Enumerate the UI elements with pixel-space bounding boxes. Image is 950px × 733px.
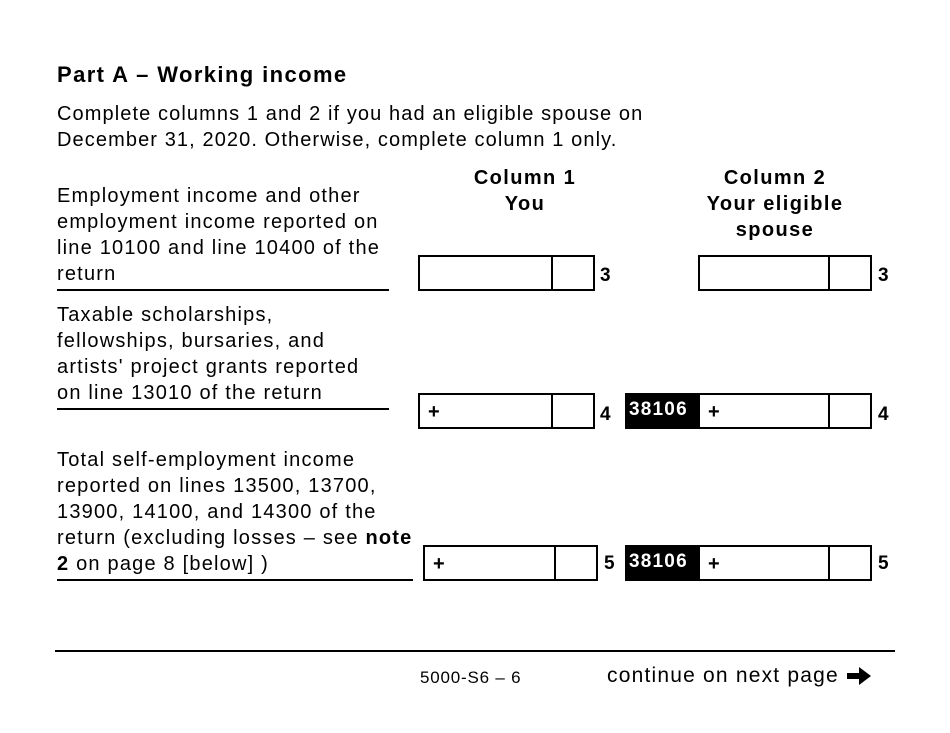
line-number-4-col1: 4: [600, 404, 611, 425]
plus-sign: +: [708, 553, 720, 575]
row-label-scholarships: Taxable scholarships, fellowships, bursaries, and artists' project grants reported on line 13010 of the return: [57, 302, 389, 410]
line-3-column-2-cents[interactable]: [830, 257, 870, 289]
continue-text: continue on next page: [607, 664, 839, 687]
line-5-column-1-cents[interactable]: [556, 547, 596, 579]
column-1-title: Column 1: [473, 167, 577, 189]
line-4-column-1-cents[interactable]: [553, 395, 593, 427]
column-2-header: [670, 165, 880, 243]
intro-line-1: Complete columns 1 and 2 if you had an eligible spouse on: [57, 103, 644, 125]
line-3-column-1-dollars[interactable]: [420, 257, 553, 289]
row-label-self-employment: [57, 447, 413, 581]
line-number-5-col2: 5: [878, 553, 889, 574]
line-4-column-2-field[interactable]: [698, 393, 872, 429]
column-1-header: [450, 165, 600, 217]
column-2-subtitle-1: Your eligible: [706, 193, 844, 215]
column-1-subtitle: You: [504, 193, 546, 215]
line-5-column-2-cents[interactable]: [830, 547, 870, 579]
continue-link[interactable]: [607, 664, 873, 688]
line-4-column-2-code: 38106: [625, 393, 699, 429]
line-3-column-1-cents[interactable]: [553, 257, 593, 289]
line-5-column-1-dollars[interactable]: [425, 547, 556, 579]
line-4-column-2-cents[interactable]: [830, 395, 870, 427]
self-employment-label-text: Total self-employment income reported on lines 13500, 13700, 13900, 14100, and 14300 of the return (excluding losses – see: [57, 449, 377, 549]
line-number-3-col2: 3: [878, 265, 889, 286]
line-5-column-2-dollars[interactable]: [700, 547, 830, 579]
form-page-number: 5000-S6 – 6: [420, 668, 522, 687]
line-4-column-2-dollars[interactable]: [700, 395, 830, 427]
line-number-4-col2: 4: [878, 404, 889, 425]
self-employment-label-suffix: on page 8 [below] ): [76, 553, 270, 575]
line-number-3-col1: 3: [600, 265, 611, 286]
plus-sign: +: [433, 553, 445, 575]
line-3-column-1-field[interactable]: [418, 255, 595, 291]
note-2-reference[interactable]: note 2: [57, 527, 413, 575]
plus-sign: +: [428, 401, 440, 423]
line-4-column-1-field[interactable]: [418, 393, 595, 429]
intro-line-2: December 31, 2020. Otherwise, complete column 1 only.: [57, 129, 618, 151]
line-3-column-2-field[interactable]: [698, 255, 872, 291]
column-2-subtitle-2: spouse: [735, 219, 815, 241]
part-title: Part A – Working income: [57, 62, 348, 87]
row-label-employment-income: Employment income and other employment income reported on line 10100 and line 10400 of the return: [57, 183, 389, 291]
line-3-column-2-dollars[interactable]: [700, 257, 830, 289]
line-5-column-2-field[interactable]: [698, 545, 872, 581]
plus-sign: +: [708, 401, 720, 423]
line-5-column-1-field[interactable]: [423, 545, 598, 581]
intro-text: [57, 101, 757, 153]
footer-divider: [55, 650, 895, 652]
line-number-5-col1: 5: [604, 553, 615, 574]
line-4-column-1-dollars[interactable]: [420, 395, 553, 427]
column-2-title: Column 2: [723, 167, 827, 189]
right-arrow-icon: [845, 664, 873, 688]
line-5-column-2-code: 38106: [625, 545, 699, 581]
